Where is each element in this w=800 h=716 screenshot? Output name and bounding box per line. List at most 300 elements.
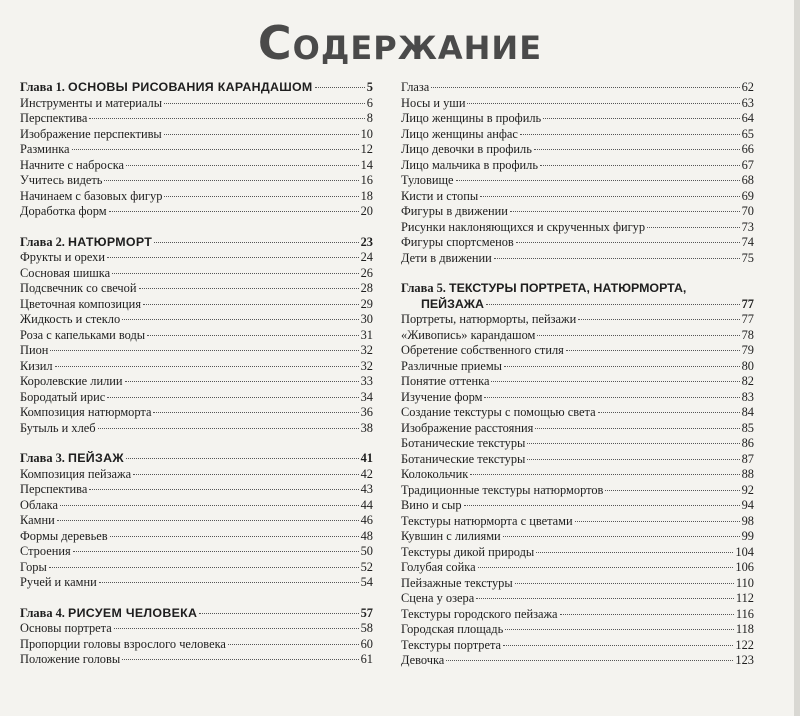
entry-title: Обретение собственного стиля <box>401 343 564 357</box>
chapter-heading <box>20 80 313 96</box>
toc-entry[interactable] <box>401 204 754 220</box>
page-number: 75 <box>741 250 754 265</box>
page-number: 10 <box>360 126 373 141</box>
toc-entry[interactable] <box>20 359 373 375</box>
leader-dots <box>536 552 733 553</box>
entry-title: «Живопись» карандашом <box>401 327 536 342</box>
entry-title: Ботанические текстуры <box>401 451 526 466</box>
chapter-title: РИСУЕМ ЧЕЛОВЕКА <box>68 605 198 620</box>
entry-title: Лицо мальчика в профиль <box>401 157 538 172</box>
entry-title: Кисти и стопы <box>401 188 479 203</box>
toc-entry[interactable] <box>401 142 754 158</box>
leader-dots <box>478 567 734 568</box>
page-number: 61 <box>360 652 373 666</box>
leader-dots <box>126 458 359 459</box>
toc-entry[interactable] <box>20 390 373 406</box>
page-number: 77 <box>741 296 754 311</box>
leader-dots <box>89 118 364 119</box>
toc-entry[interactable] <box>401 529 754 545</box>
toc-entry[interactable] <box>20 560 373 576</box>
entry-title: Туловище <box>401 173 454 187</box>
toc-entry[interactable] <box>401 405 754 421</box>
entry-title: Создание текстуры с помощью света <box>401 405 596 419</box>
chapter-heading <box>20 451 124 467</box>
page-number: 80 <box>741 358 754 373</box>
entry-title: Кизил <box>20 358 53 373</box>
toc-entry[interactable] <box>20 405 373 421</box>
chapter-title: ОСНОВЫ РИСОВАНИЯ КАРАНДАШОМ <box>68 80 313 94</box>
toc-entry[interactable] <box>20 281 373 297</box>
toc-entry[interactable] <box>20 482 373 498</box>
chapter-title: ТЕКСТУРЫ ПОРТРЕТА, НАТЮРМОРТА, <box>449 281 687 295</box>
chapter-number: Глава 3. <box>20 451 65 465</box>
chapter-title: НАТЮРМОРТ <box>68 234 153 249</box>
leader-dots <box>535 428 739 429</box>
page-number: 104 <box>735 544 754 559</box>
leader-dots <box>566 350 740 351</box>
leader-dots <box>510 211 740 212</box>
leader-dots <box>470 474 739 475</box>
page-number: 85 <box>741 420 754 435</box>
toc-entry[interactable] <box>401 591 754 607</box>
entry-title: Камни <box>20 513 55 527</box>
toc-chapter-row[interactable] <box>401 297 754 313</box>
entry-title: Текстуры городского пейзажа <box>401 606 558 621</box>
toc-entry[interactable] <box>20 96 373 112</box>
toc-entry[interactable] <box>401 390 754 406</box>
entry-title: Лицо женщины анфас <box>401 126 518 141</box>
leader-dots <box>143 304 359 305</box>
toc-entry[interactable] <box>20 621 373 637</box>
toc-entry[interactable] <box>20 529 373 545</box>
leader-dots <box>494 258 740 259</box>
entry-title: Различные приемы <box>401 358 503 373</box>
leader-dots <box>228 644 359 645</box>
toc-entry[interactable] <box>20 421 373 437</box>
leader-dots <box>139 288 359 289</box>
entry-title: Композиция пейзажа <box>20 466 132 481</box>
toc-entry[interactable] <box>401 421 754 437</box>
leader-dots <box>110 536 359 537</box>
chapter-number: Глава 5. <box>401 281 446 295</box>
toc-entry[interactable] <box>401 96 754 112</box>
leader-dots <box>107 257 359 258</box>
toc-right-column <box>401 80 754 669</box>
page-number: 23 <box>360 234 373 249</box>
page-number: 67 <box>741 157 754 172</box>
page-number: 79 <box>741 343 754 357</box>
leader-dots <box>164 134 359 135</box>
page-number: 29 <box>360 296 373 311</box>
entry-title: Пион <box>20 343 49 357</box>
leader-dots <box>647 227 740 228</box>
page-number: 116 <box>735 606 754 621</box>
entry-title: Пейзажные текстуры <box>401 575 513 590</box>
toc-entry[interactable] <box>401 158 754 174</box>
page-number: 78 <box>741 327 754 342</box>
page-number: 6 <box>366 95 373 110</box>
entry-title: Фигуры спортсменов <box>401 235 514 249</box>
page-number: 48 <box>360 528 373 543</box>
entry-title: Текстуры дикой природы <box>401 544 535 559</box>
page-number: 69 <box>741 188 754 203</box>
leader-dots <box>125 381 359 382</box>
entry-title: Рисунки наклоняющихся и скрученных фигур <box>401 219 646 234</box>
leader-dots <box>516 242 740 243</box>
entry-title: Бородатый ирис <box>20 389 106 404</box>
toc-left-column <box>20 80 373 668</box>
entry-title: Положение головы <box>20 652 121 666</box>
leader-dots <box>122 659 358 660</box>
toc-entry[interactable] <box>401 436 754 452</box>
leader-dots <box>73 551 359 552</box>
leader-dots <box>153 412 358 413</box>
toc-entry[interactable] <box>20 652 373 668</box>
entry-title: Девочка <box>401 653 445 667</box>
page-number: 62 <box>741 80 754 94</box>
leader-dots <box>467 103 739 104</box>
entry-title: Лицо девочки в профиль <box>401 142 532 156</box>
chapter-title-continued: ПЕЙЗАЖА <box>421 296 484 311</box>
page-number: 38 <box>360 420 373 435</box>
leader-dots <box>315 87 365 88</box>
toc-entry[interactable] <box>401 111 754 127</box>
page-number: 52 <box>360 559 373 574</box>
leader-dots <box>456 180 740 181</box>
page-number: 46 <box>360 513 373 527</box>
toc-entry[interactable] <box>401 622 754 638</box>
toc-entry[interactable] <box>20 374 373 390</box>
toc-entry[interactable] <box>401 251 754 267</box>
page-number: 73 <box>741 219 754 234</box>
page-number: 32 <box>360 343 373 357</box>
leader-dots <box>107 397 358 398</box>
leader-dots <box>164 103 365 104</box>
toc-chapter-row[interactable] <box>20 235 373 251</box>
toc-entry[interactable] <box>401 467 754 483</box>
page-number: 5 <box>366 80 373 94</box>
toc-entry[interactable] <box>20 637 373 653</box>
leader-dots <box>540 165 740 166</box>
page-number: 88 <box>741 467 754 481</box>
leader-dots <box>464 505 740 506</box>
toc-entry[interactable] <box>20 250 373 266</box>
entry-title: Пропорции головы взрослого человека <box>20 636 226 651</box>
toc-entry[interactable] <box>20 343 373 359</box>
page-number: 92 <box>741 482 754 497</box>
page-number: 34 <box>360 389 373 404</box>
page-number: 70 <box>741 204 754 218</box>
toc-entry[interactable] <box>20 142 373 158</box>
page-number: 30 <box>360 312 373 326</box>
leader-dots <box>133 474 359 475</box>
entry-title: Роза с капельками воды <box>20 327 146 342</box>
toc-entry[interactable] <box>20 127 373 143</box>
page-number: 26 <box>360 265 373 280</box>
leader-dots <box>164 196 358 197</box>
entry-title: Сосновая шишка <box>20 265 111 280</box>
toc-chapter-row[interactable] <box>20 451 373 467</box>
entry-title: Жидкость и стекло <box>20 312 121 326</box>
leader-dots <box>99 582 359 583</box>
entry-title: Строения <box>20 544 71 558</box>
entry-title: Глаза <box>401 80 430 94</box>
entry-title: Понятие оттенка <box>401 374 490 388</box>
page-number: 66 <box>741 142 754 156</box>
entry-title: Традиционные текстуры натюрмортов <box>401 482 604 497</box>
page-number: 86 <box>741 436 754 450</box>
toc-entry[interactable] <box>20 513 373 529</box>
page-number: 60 <box>360 636 373 651</box>
entry-title: Ботанические текстуры <box>401 436 526 450</box>
toc-entry[interactable] <box>20 173 373 189</box>
entry-title: Формы деревьев <box>20 528 108 543</box>
entry-title: Носы и уши <box>401 95 466 110</box>
page-number: 36 <box>360 405 373 419</box>
page-title: Содержание <box>257 16 543 70</box>
page-number: 82 <box>741 374 754 388</box>
leader-dots <box>55 366 359 367</box>
leader-dots <box>491 381 739 382</box>
leader-dots <box>126 165 359 166</box>
page-number: 43 <box>360 482 373 496</box>
leader-dots <box>49 567 359 568</box>
toc-entry[interactable] <box>401 235 754 251</box>
entry-title: Облака <box>20 497 58 512</box>
page-number: 65 <box>741 126 754 141</box>
entry-title: Изображение расстояния <box>401 420 534 435</box>
toc-entry[interactable] <box>20 544 373 560</box>
leader-dots <box>199 613 358 614</box>
toc-entry[interactable] <box>20 498 373 514</box>
toc-entry[interactable] <box>20 111 373 127</box>
toc-entry[interactable] <box>401 127 754 143</box>
toc-entry[interactable] <box>401 343 754 359</box>
toc-entry[interactable] <box>20 158 373 174</box>
page-number: 28 <box>360 281 373 295</box>
leader-dots <box>476 598 734 599</box>
page-number: 63 <box>741 95 754 110</box>
leader-dots <box>147 335 358 336</box>
chapter-heading <box>20 235 152 251</box>
toc-entry[interactable] <box>401 359 754 375</box>
toc-entry[interactable] <box>20 328 373 344</box>
entry-title: Фигуры в движении <box>401 204 508 218</box>
leader-dots <box>503 645 733 646</box>
leader-dots <box>527 459 739 460</box>
entry-title: Королевские лилии <box>20 374 123 388</box>
leader-dots <box>515 583 734 584</box>
toc-entry[interactable] <box>20 312 373 328</box>
leader-dots <box>504 366 740 367</box>
entry-title: Изображение перспективы <box>20 126 162 141</box>
entry-title: Бутыль и хлеб <box>20 420 96 435</box>
toc-entry[interactable] <box>401 607 754 623</box>
leader-dots <box>480 196 739 197</box>
page-number: 33 <box>360 374 373 388</box>
page-number: 110 <box>735 575 754 590</box>
leader-dots <box>431 87 739 88</box>
page-number: 24 <box>360 250 373 264</box>
toc-entry[interactable] <box>20 189 373 205</box>
entry-title: Начинаем с базовых фигур <box>20 188 163 203</box>
toc-entry[interactable] <box>401 483 754 499</box>
page-number: 42 <box>360 466 373 481</box>
entry-title: Сцена у озера <box>401 591 475 605</box>
toc-entry[interactable] <box>20 204 373 220</box>
toc-entry[interactable] <box>401 374 754 390</box>
leader-dots <box>578 319 739 320</box>
page-number: 99 <box>741 529 754 543</box>
entry-title: Дети в движении <box>401 250 492 265</box>
entry-title: Учитесь видеть <box>20 173 103 187</box>
chapter-gap <box>20 220 373 235</box>
chapter-title: ПЕЙЗАЖ <box>68 451 124 465</box>
entry-title: Подсвечник со свечой <box>20 281 137 295</box>
entry-title: Городская площадь <box>401 622 504 636</box>
page-number: 18 <box>360 188 373 203</box>
entry-title: Горы <box>20 559 47 574</box>
leader-dots <box>154 242 359 243</box>
toc-entry[interactable] <box>401 173 754 189</box>
leader-dots <box>560 614 734 615</box>
toc-entry[interactable] <box>401 220 754 236</box>
page-number: 57 <box>360 605 373 620</box>
entry-title: Кувшин с лилиями <box>401 529 501 543</box>
leader-dots <box>575 521 740 522</box>
toc-entry[interactable] <box>20 297 373 313</box>
page-number: 54 <box>360 575 373 589</box>
page-number: 94 <box>741 498 754 512</box>
toc-entry[interactable] <box>20 266 373 282</box>
page-number: 68 <box>741 173 754 187</box>
leader-dots <box>543 118 739 119</box>
page-number: 84 <box>741 405 754 419</box>
chapter-number: Глава 2. <box>20 234 65 249</box>
toc-entry[interactable] <box>401 653 754 669</box>
toc-entry[interactable] <box>401 560 754 576</box>
leader-dots <box>72 149 359 150</box>
entry-title: Цветочная композиция <box>20 296 142 311</box>
page-number: 77 <box>741 312 754 326</box>
page-number: 58 <box>360 621 373 635</box>
entry-title: Перспектива <box>20 482 88 496</box>
leader-dots <box>503 536 740 537</box>
toc-entry[interactable] <box>401 452 754 468</box>
leader-dots <box>484 397 739 398</box>
page-number: 83 <box>741 389 754 404</box>
page-number: 20 <box>360 204 373 218</box>
leader-dots <box>98 428 359 429</box>
page-number: 16 <box>360 173 373 187</box>
page-number: 98 <box>741 513 754 528</box>
leader-dots <box>57 520 359 521</box>
entry-title: Инструменты и материалы <box>20 95 163 110</box>
toc-entry[interactable] <box>401 545 754 561</box>
toc-entry[interactable] <box>401 80 754 96</box>
leader-dots <box>104 180 358 181</box>
entry-title: Доработка форм <box>20 204 107 218</box>
entry-title: Голубая сойка <box>401 560 476 574</box>
leader-dots <box>505 629 734 630</box>
leader-dots <box>112 273 358 274</box>
page-number: 31 <box>360 327 373 342</box>
leader-dots <box>520 134 740 135</box>
toc-chapter-row[interactable] <box>20 80 373 96</box>
page-number: 87 <box>741 451 754 466</box>
leader-dots <box>605 490 739 491</box>
page-number: 8 <box>366 111 373 125</box>
toc-entry[interactable] <box>401 638 754 654</box>
entry-title: Колокольчик <box>401 467 469 481</box>
entry-title: Начните с наброска <box>20 157 125 172</box>
toc-entry[interactable] <box>401 498 754 514</box>
page-number: 64 <box>741 111 754 125</box>
entry-title: Лицо женщины в профиль <box>401 111 542 125</box>
page-number: 12 <box>360 142 373 156</box>
entry-title: Текстуры портрета <box>401 637 502 652</box>
leader-dots <box>109 211 359 212</box>
leader-dots <box>486 304 740 305</box>
leader-dots <box>122 319 358 320</box>
page-number: 14 <box>360 157 373 172</box>
chapter-gap <box>20 436 373 451</box>
page-number: 50 <box>360 544 373 558</box>
entry-title: Портреты, натюрморты, пейзажи <box>401 312 577 326</box>
page-number: 122 <box>735 637 754 652</box>
entry-title: Основы портрета <box>20 621 112 635</box>
chapter-number: Глава 1. <box>20 80 65 94</box>
leader-dots <box>537 335 739 336</box>
chapter-gap <box>20 591 373 606</box>
page-number: 74 <box>741 235 754 249</box>
entry-title: Изучение форм <box>401 389 483 404</box>
toc-entry[interactable] <box>20 467 373 483</box>
toc-entry[interactable] <box>401 312 754 328</box>
toc-entry[interactable] <box>401 328 754 344</box>
page-number: 41 <box>360 451 373 465</box>
leader-dots <box>446 660 733 661</box>
toc-entry[interactable] <box>401 576 754 592</box>
entry-title: Текстуры натюрморта с цветами <box>401 513 573 528</box>
page-number: 112 <box>735 591 754 605</box>
leader-dots <box>527 443 739 444</box>
toc-entry[interactable] <box>401 514 754 530</box>
page-number: 44 <box>360 497 373 512</box>
page-number: 106 <box>735 560 754 574</box>
toc-chapter-heading-line[interactable] <box>401 281 754 297</box>
leader-dots <box>60 505 359 506</box>
page-number: 118 <box>735 622 754 636</box>
leader-dots <box>534 149 740 150</box>
entry-title: Перспектива <box>20 111 88 125</box>
page-number: 123 <box>735 653 754 667</box>
leader-dots <box>89 489 358 490</box>
toc-chapter-row[interactable] <box>20 606 373 622</box>
chapter-number: Глава 4. <box>20 605 65 620</box>
toc-entry[interactable] <box>20 575 373 591</box>
chapter-heading <box>20 606 197 622</box>
page-number: 32 <box>360 358 373 373</box>
leader-dots <box>114 628 359 629</box>
entry-title: Ручей и камни <box>20 575 97 589</box>
entry-title: Вино и сыр <box>401 498 462 512</box>
entry-title: Разминка <box>20 142 70 156</box>
entry-title: Фрукты и орехи <box>20 250 105 264</box>
toc-entry[interactable] <box>401 189 754 205</box>
leader-dots <box>50 350 358 351</box>
chapter-gap <box>401 266 754 281</box>
